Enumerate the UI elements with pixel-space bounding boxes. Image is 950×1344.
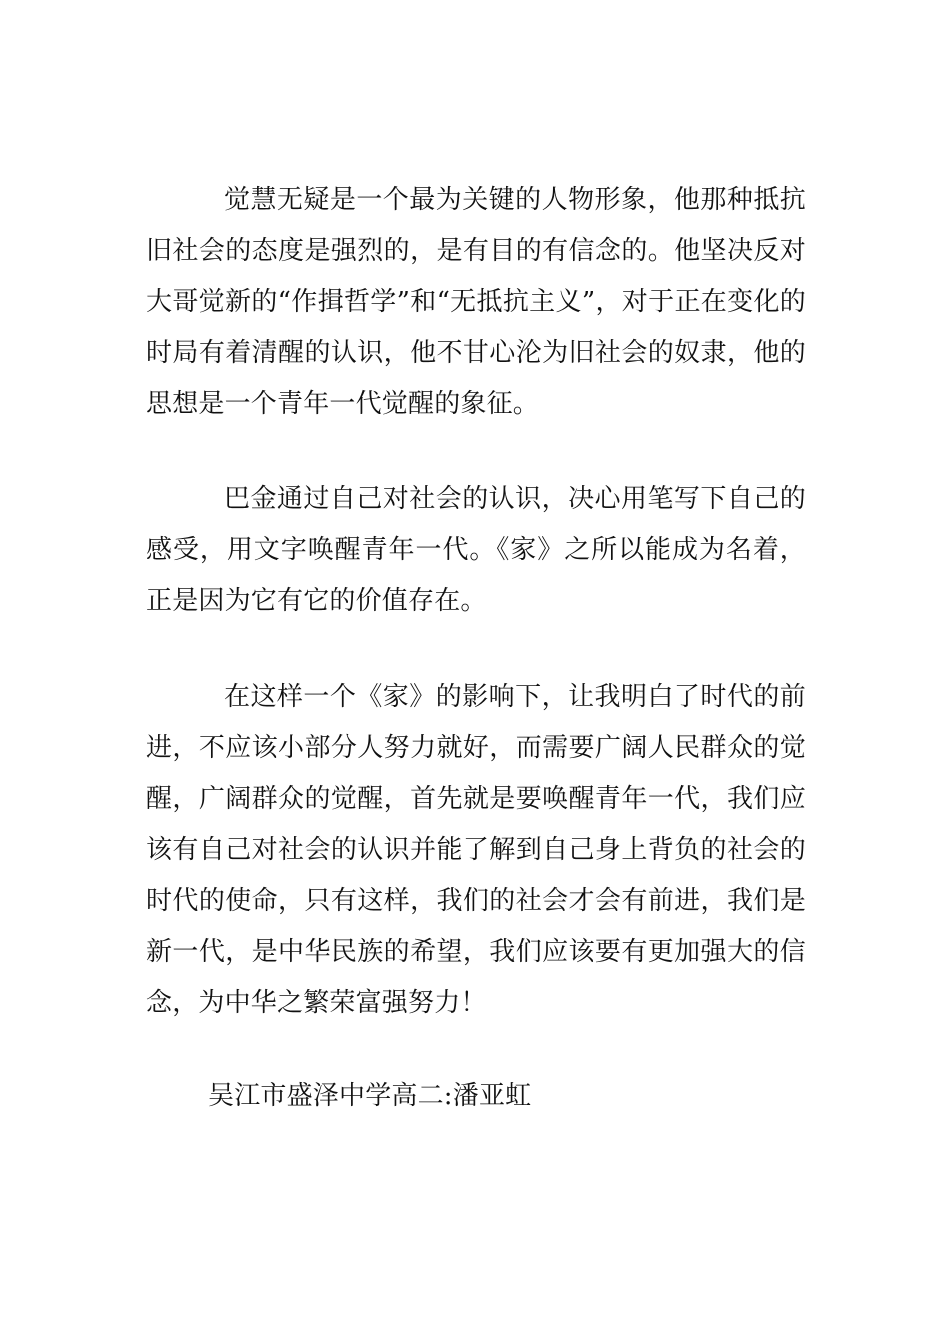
body-paragraph-1: 觉慧无疑是一个最为关键的人物形象，他那种抵抗旧社会的态度是强烈的，是有目的有信念的。他坚决反对大哥觉新的“作揖哲学”和“无抵抗主义”，对于正在变化的时局有着清醒的认识，他不甘心沦为旧社会的奴隶，他的思想是一个青年一代觉醒的象征。 <box>146 185 806 419</box>
body-paragraph-2: 巴金通过自己对社会的认识，决心用笔写下自己的感受，用文字唤醒青年一代。《家》之所以能成为名着，正是因为它有它的价值存在。 <box>146 484 806 616</box>
author-signature: 吴江市盛泽中学高二:潘亚虹 <box>208 1081 532 1111</box>
body-paragraph-3: 在这样一个《家》的影响下，让我明白了时代的前进，不应该小部分人努力就好，而需要广阔人民群众的觉醒，广阔群众的觉醒，首先就是要唤醒青年一代，我们应该有自己对社会的认识并能了解到自己身上背负的社会的时代的使命，只有这样，我们的社会才会有前进，我们是新一代，是中华民族的希望，我们应该要有更加强大的信念，为中华之繁荣富强努力！ <box>146 682 806 1018</box>
